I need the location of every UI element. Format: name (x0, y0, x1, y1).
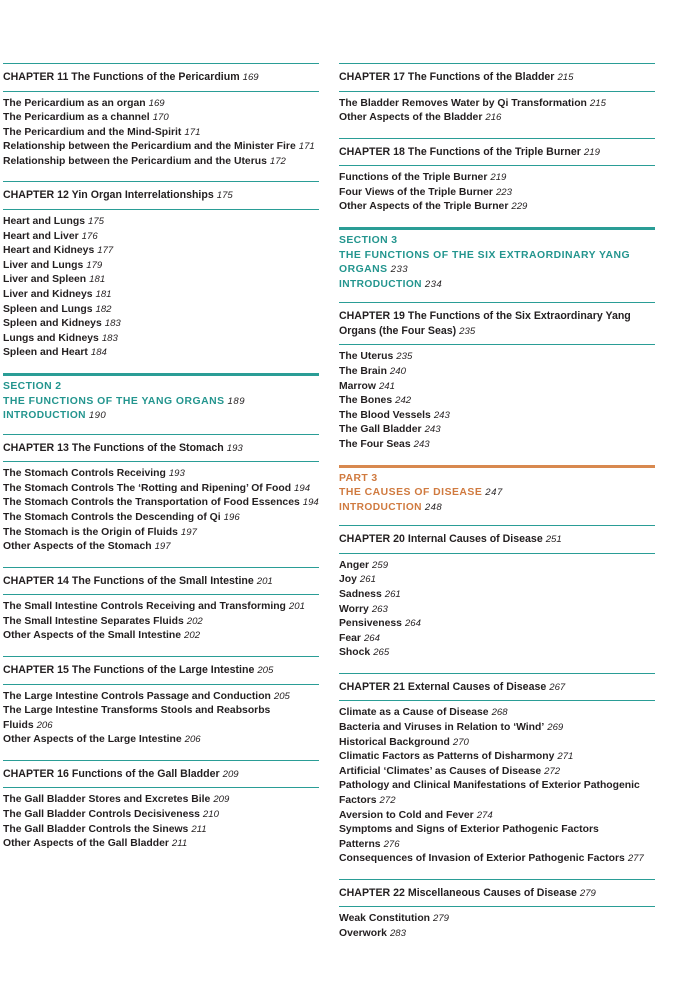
chapter-title: CHAPTER 15 The Functions of the Large Intestine (3, 664, 255, 677)
toc-item-title: The Bladder Removes Water by Qi Transformation (339, 97, 587, 109)
chapter-heading (3, 656, 319, 685)
chapter-item-list (3, 595, 319, 644)
toc-item-page-number: 169 (148, 97, 165, 109)
chapter-item-list (339, 345, 655, 452)
toc-item (3, 303, 319, 318)
toc-item (339, 350, 655, 365)
chapter-page-number: 201 (256, 575, 273, 587)
toc-item (339, 779, 655, 808)
toc-item-page-number: 259 (372, 559, 389, 571)
toc-item (3, 823, 319, 838)
toc-item (3, 317, 319, 332)
toc-item-page-number: 175 (87, 215, 104, 227)
toc-item-page-number: 264 (363, 632, 380, 644)
section-heading-block (3, 373, 319, 424)
toc-chapter (339, 63, 655, 126)
toc-item-page-number: 172 (269, 155, 286, 167)
toc-item (3, 733, 319, 748)
chapter-page-number: 215 (557, 72, 574, 83)
toc-item-page-number: 265 (373, 647, 390, 659)
chapter-heading (339, 302, 655, 345)
toc-item (3, 793, 319, 808)
toc-item-page-number: 202 (184, 630, 201, 642)
part-title (339, 486, 655, 501)
toc-item (339, 809, 655, 824)
toc-item-page-number: 264 (404, 618, 421, 630)
section-page-number: 247 (485, 487, 503, 499)
toc-item-title: Worry (339, 603, 369, 615)
toc-item-title: Spleen and Lungs (3, 303, 93, 315)
toc-item (3, 244, 319, 259)
toc-item-title: Liver and Lungs (3, 259, 84, 271)
section-page-number: 233 (390, 264, 409, 276)
section-heading-block (339, 227, 655, 292)
chapter-item-list (3, 788, 319, 851)
toc-item (339, 365, 655, 380)
chapter-page-number: 235 (459, 325, 476, 337)
chapter-title: CHAPTER 14 The Functions of the Small Intestine (3, 574, 254, 587)
toc-item-page-number: 210 (202, 809, 219, 820)
toc-item-title: Anger (339, 559, 370, 571)
toc-item-page-number: 271 (557, 751, 574, 763)
toc-item-title: The Gall Bladder Controls Decisiveness (3, 809, 200, 820)
toc-item-page-number: 176 (81, 230, 98, 242)
toc-item (3, 126, 319, 141)
toc-item-title: Historical Background (339, 736, 450, 748)
introduction-entry (339, 278, 655, 293)
chapter-page-number: 219 (583, 146, 600, 158)
toc-item (3, 511, 319, 526)
toc-item (339, 380, 655, 395)
toc-item-page-number: 177 (97, 245, 114, 257)
toc-item (339, 927, 655, 942)
section-divider-bar (3, 373, 319, 376)
toc-item-title: The Large Intestine Transforms Stools and Reabsorbs Fluids (3, 705, 271, 731)
toc-chapter (339, 302, 655, 452)
toc-item-page-number: 181 (95, 288, 112, 300)
introduction-entry (3, 409, 319, 424)
toc-item-page-number: 184 (90, 347, 107, 359)
section-divider-bar (339, 227, 655, 230)
toc-item-page-number: 181 (89, 274, 106, 286)
toc-item-title: Shock (339, 647, 371, 659)
toc-item-title: Heart and Kidneys (3, 245, 95, 257)
toc-item (3, 690, 319, 705)
toc-item-page-number: 170 (152, 112, 169, 124)
toc-item-title: Pathology and Clinical Manifestations of Exterior Pathogenic Factors (339, 780, 640, 806)
section-title (3, 395, 319, 410)
toc-item (339, 97, 655, 112)
toc-item-title: The Stomach Controls the Transportation of Food Essences (3, 497, 300, 509)
toc-item-title: The Blood Vessels (339, 409, 431, 421)
toc-item (3, 467, 319, 482)
toc-chapter (339, 879, 655, 942)
toc-item-page-number: 277 (627, 853, 644, 865)
chapter-heading (339, 673, 655, 702)
chapter-heading (3, 434, 319, 463)
part-heading-block (339, 465, 655, 516)
chapter-heading (3, 181, 319, 210)
chapter-heading (3, 63, 319, 92)
toc-item-title: Other Aspects of the Gall Bladder (3, 838, 169, 850)
toc-item-page-number: 283 (389, 928, 406, 940)
toc-item (3, 332, 319, 347)
toc-item-page-number: 276 (383, 838, 400, 850)
toc-item-title: Four Views of the Triple Burner (339, 186, 493, 198)
toc-item-title: Overwork (339, 928, 387, 940)
toc-item-title: Weak Constitution (339, 913, 431, 925)
toc-item (339, 409, 655, 424)
toc-item-title: The Stomach Controls the Descending of Qi (3, 511, 221, 523)
toc-item-title: The Uterus (339, 351, 394, 363)
toc-item (3, 230, 319, 245)
toc-chapter (3, 760, 319, 852)
chapter-item-list (339, 166, 655, 215)
toc-item (3, 808, 319, 823)
toc-chapter (3, 63, 319, 169)
chapter-item-list (3, 462, 319, 555)
toc-item-page-number: 193 (168, 468, 185, 480)
toc-item (339, 438, 655, 453)
chapter-heading (339, 138, 655, 167)
toc-item-page-number: 279 (433, 913, 450, 925)
introduction-page-number: 248 (424, 501, 443, 513)
toc-item (3, 259, 319, 274)
toc-item-title: Aversion to Cold and Fever (339, 809, 474, 821)
toc-item-page-number: 270 (452, 736, 469, 748)
toc-item (3, 615, 319, 630)
toc-chapter (3, 567, 319, 644)
toc-item (339, 559, 655, 574)
toc-item-title: Spleen and Heart (3, 347, 88, 359)
toc-item-page-number: 242 (395, 395, 412, 407)
toc-item-title: The Bones (339, 395, 393, 407)
section-title-text: THE CAUSES OF DISEASE (339, 487, 483, 499)
chapter-page-number: 267 (549, 681, 566, 693)
toc-chapter (339, 525, 655, 661)
toc-item-page-number: 209 (213, 794, 230, 806)
section-title-text: THE FUNCTIONS OF THE YANG ORGANS (3, 395, 225, 407)
toc-item (339, 200, 655, 215)
toc-chapter (3, 181, 319, 360)
toc-item-page-number: 216 (485, 112, 502, 124)
toc-item-title: The Pericardium as an organ (3, 97, 146, 109)
toc-item-page-number: 201 (288, 601, 305, 613)
chapter-page-number: 209 (222, 768, 239, 780)
toc-item-title: Climatic Factors as Patterns of Disharmony (339, 751, 555, 763)
toc-item-page-number: 223 (495, 186, 512, 198)
introduction-label: INTRODUCTION (339, 278, 422, 290)
part-divider-bar (339, 465, 655, 468)
toc-item-page-number: 269 (547, 722, 564, 734)
toc-item (3, 155, 319, 170)
toc-item-page-number: 243 (433, 409, 450, 421)
toc-item-title: Relationship between the Pericardium and the Minister Fire (3, 141, 296, 153)
toc-item-page-number: 211 (171, 838, 188, 850)
toc-item-page-number: 274 (476, 809, 493, 821)
toc-item (339, 171, 655, 186)
toc-item-title: Pensiveness (339, 618, 402, 630)
toc-item (3, 704, 319, 733)
toc-item-page-number: 240 (389, 365, 406, 377)
toc-item-page-number: 171 (184, 126, 201, 138)
toc-item (339, 912, 655, 927)
toc-item-page-number: 241 (378, 380, 395, 392)
chapter-page-number: 175 (216, 190, 233, 202)
toc-item (339, 632, 655, 647)
toc-chapter (339, 138, 655, 215)
toc-item-title: Consequences of Invasion of Exterior Pathogenic Factors (339, 853, 625, 865)
toc-item (3, 288, 319, 303)
toc-item (339, 823, 655, 852)
chapter-item-list (3, 685, 319, 748)
toc-item-title: The Gall Bladder (339, 424, 422, 436)
chapter-page-number: 205 (257, 665, 274, 677)
toc-item-page-number: 179 (86, 259, 103, 271)
chapter-item-list (3, 210, 319, 361)
toc-item (339, 852, 655, 867)
section-title-text: THE FUNCTIONS OF THE SIX EXTRAORDINARY YANG ORGANS (339, 249, 631, 276)
toc-item-page-number: 197 (180, 526, 197, 538)
toc-item-page-number: 182 (95, 303, 112, 315)
section-page-number: 189 (227, 395, 246, 407)
toc-item (3, 629, 319, 644)
chapter-title: CHAPTER 12 Yin Organ Interrelationships (3, 189, 214, 202)
toc-item (339, 603, 655, 618)
toc-item (339, 736, 655, 751)
toc-item-title: Sadness (339, 588, 382, 600)
toc-item-title: Spleen and Kidneys (3, 318, 102, 330)
toc-item-title: The Pericardium and the Mind-Spirit (3, 126, 182, 138)
introduction-entry (339, 501, 655, 516)
chapter-heading (3, 567, 319, 596)
toc-item (339, 721, 655, 736)
toc-item-title: Fear (339, 632, 361, 644)
toc-item-title: The Pericardium as a channel (3, 112, 150, 124)
toc-item-page-number: 183 (101, 332, 118, 344)
toc-item-title: Artificial ‘Climates’ as Causes of Disease (339, 765, 542, 777)
toc-item (3, 346, 319, 361)
toc-item-page-number: 206 (184, 734, 201, 746)
chapter-title: CHAPTER 11 The Functions of the Pericardium (3, 71, 240, 83)
toc-item-page-number: 196 (223, 511, 240, 523)
chapter-title: CHAPTER 21 External Causes of Disease (339, 680, 547, 693)
toc-item (3, 837, 319, 852)
toc-item-title: Symptoms and Signs of Exterior Pathogenic Factors Patterns (339, 824, 599, 850)
toc-item-page-number: 202 (186, 615, 203, 627)
toc-item-page-number: 194 (302, 497, 319, 509)
section-title (339, 249, 655, 278)
toc-item-title: Functions of the Triple Burner (339, 172, 488, 184)
toc-item-title: Climate as a Cause of Disease (339, 707, 489, 719)
toc-item (3, 111, 319, 126)
toc-item-title: Other Aspects of the Triple Burner (339, 201, 509, 213)
toc-item-page-number: 261 (359, 574, 376, 586)
introduction-page-number: 234 (424, 278, 443, 290)
toc-item-title: Marrow (339, 380, 376, 392)
toc-item-page-number: 268 (491, 707, 508, 719)
chapter-title: CHAPTER 22 Miscellaneous Causes of Disease (339, 886, 577, 899)
toc-item-title: The Gall Bladder Stores and Excretes Bile (3, 794, 211, 806)
chapter-title: CHAPTER 20 Internal Causes of Disease (339, 533, 543, 546)
toc-item-page-number: 197 (154, 541, 171, 553)
chapter-title: CHAPTER 18 The Functions of the Triple Burner (339, 145, 581, 158)
toc-item-title: Heart and Lungs (3, 215, 85, 227)
chapter-item-list (3, 92, 319, 170)
toc-item (339, 765, 655, 780)
toc-item (3, 600, 319, 615)
toc-item (3, 215, 319, 230)
toc-item-page-number: 215 (589, 97, 606, 109)
chapter-page-number: 279 (579, 887, 596, 899)
toc-item-title: Lungs and Kidneys (3, 332, 99, 344)
chapter-heading (339, 63, 655, 92)
toc-item (3, 540, 319, 555)
chapter-page-number: 169 (242, 72, 259, 83)
toc-item-title: Other Aspects of the Small Intestine (3, 630, 182, 642)
toc-item-title: Bacteria and Viruses in Relation to ‘Wind’ (339, 722, 545, 734)
toc-item (339, 394, 655, 409)
chapter-page-number: 193 (226, 442, 243, 454)
chapter-heading (339, 525, 655, 554)
toc-item-title: The Stomach Controls The ‘Rotting and Ripening’ Of Food (3, 482, 292, 494)
toc-item-page-number: 243 (413, 438, 430, 450)
toc-chapter (339, 673, 655, 867)
toc-item-title: The Gall Bladder Controls the Sinews (3, 823, 189, 835)
toc-chapter (3, 434, 319, 555)
chapter-heading (339, 879, 655, 908)
toc-left-column (3, 63, 319, 864)
toc-item-title: The Brain (339, 365, 387, 377)
chapter-title: CHAPTER 13 The Functions of the Stomach (3, 441, 224, 454)
toc-item-page-number: 272 (379, 795, 396, 806)
toc-item-title: Joy (339, 574, 357, 586)
toc-item (339, 588, 655, 603)
toc-item-title: The Stomach is the Origin of Fluids (3, 526, 178, 538)
section-label: SECTION 3 (339, 234, 398, 246)
toc-item-title: The Four Seas (339, 438, 411, 450)
toc-item-page-number: 261 (384, 588, 401, 600)
chapter-title: CHAPTER 16 Functions of the Gall Bladder (3, 767, 220, 780)
toc-item (339, 573, 655, 588)
chapter-heading (3, 760, 319, 789)
chapter-title: CHAPTER 19 The Functions of the Six Extraordinary Yang Organs (the Four Seas) (339, 310, 631, 337)
toc-item-page-number: 229 (511, 201, 528, 213)
chapter-item-list (339, 554, 655, 661)
chapter-title: CHAPTER 17 The Functions of the Bladder (339, 71, 555, 83)
toc-item (339, 750, 655, 765)
chapter-page-number: 251 (545, 534, 562, 546)
toc-item-title: Other Aspects of the Large Intestine (3, 734, 182, 746)
toc-item-page-number: 243 (424, 424, 441, 436)
toc-item-page-number: 205 (273, 690, 290, 702)
introduction-page-number: 190 (88, 410, 107, 422)
toc-item-page-number: 206 (36, 719, 53, 731)
toc-item-title: Relationship between the Pericardium and the Uterus (3, 155, 267, 167)
part-label: PART 3 (339, 472, 378, 484)
chapter-item-list (339, 92, 655, 126)
toc-item-page-number: 211 (191, 823, 207, 835)
toc-item-title: Liver and Kidneys (3, 288, 93, 300)
toc-item-title: Other Aspects of the Bladder (339, 112, 483, 124)
toc-item (3, 482, 319, 497)
toc-item-page-number: 219 (490, 172, 507, 184)
toc-item (339, 617, 655, 632)
chapter-item-list (339, 907, 655, 941)
toc-item (339, 423, 655, 438)
section-label: SECTION 2 (3, 380, 62, 392)
toc-item (3, 273, 319, 288)
toc-item-page-number: 235 (396, 351, 413, 363)
toc-item-title: Heart and Liver (3, 230, 79, 242)
toc-item-title: The Large Intestine Controls Passage and Conduction (3, 690, 271, 702)
toc-item (3, 140, 319, 155)
toc-item-title: The Small Intestine Separates Fluids (3, 615, 184, 627)
toc-item (339, 186, 655, 201)
toc-item (3, 97, 319, 112)
introduction-label: INTRODUCTION (339, 501, 422, 513)
toc-item (3, 496, 319, 511)
toc-item (339, 706, 655, 721)
toc-item (339, 111, 655, 126)
toc-item-page-number: 263 (371, 603, 388, 615)
introduction-label: INTRODUCTION (3, 410, 86, 422)
toc-item-page-number: 183 (104, 318, 121, 330)
toc-item-title: The Stomach Controls Receiving (3, 468, 166, 480)
toc-item-title: Other Aspects of the Stomach (3, 541, 152, 553)
chapter-item-list (339, 701, 655, 867)
toc-item-page-number: 194 (294, 482, 311, 494)
toc-item-title: Liver and Spleen (3, 274, 87, 286)
toc-chapter (3, 656, 319, 748)
toc-item (339, 646, 655, 661)
toc-item-title: The Small Intestine Controls Receiving and Transforming (3, 601, 286, 613)
toc-item-page-number: 272 (544, 765, 561, 777)
toc-right-column (339, 63, 655, 954)
toc-item-page-number: 171 (298, 141, 315, 153)
toc-item (3, 526, 319, 541)
